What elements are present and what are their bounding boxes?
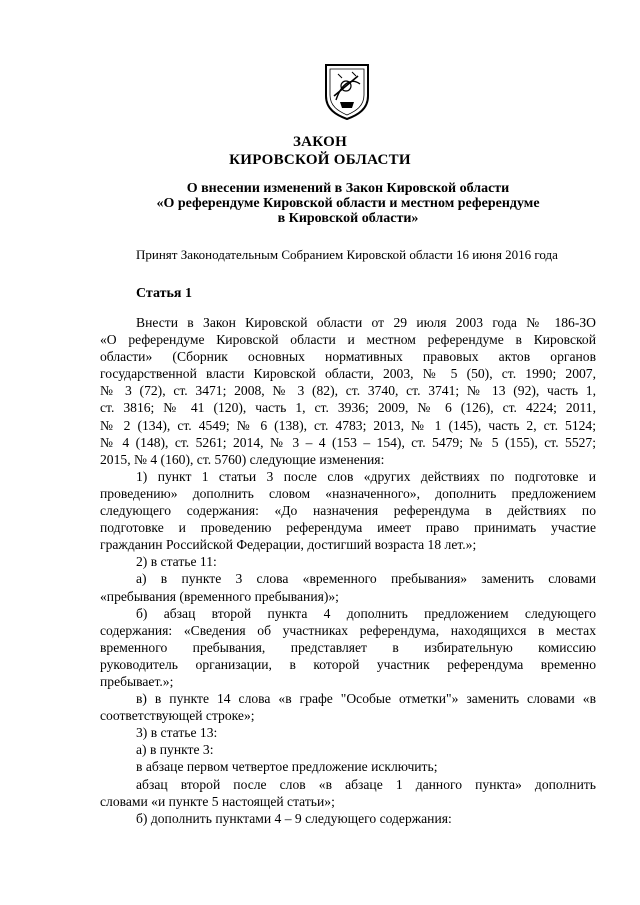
body-line: словами «и пункте 5 настоящей статьи»;	[100, 793, 335, 809]
body-line: пребывает.»;	[100, 673, 174, 689]
subtitle-line: в Кировской области»	[277, 211, 419, 226]
body-line: № 3 (72), ст. 3471; 2008, № 3 (82), ст. 3740, ст. 3741; № 13 (92), часть 1,	[100, 383, 596, 399]
body-line: временного пребывания, представляет в избирательную комиссию	[100, 639, 596, 655]
body-line: ст. 3816; № 41 (120), часть 1, ст. 3936; 2009, № 6 (126), ст. 4224; 2011,	[100, 400, 596, 416]
body-line: б) дополнить пунктами 4 – 9 следующего содержания:	[136, 810, 452, 826]
body-line: а) в пункте 3 слова «временного пребывания» заменить словами	[136, 571, 596, 587]
body-line: подготовке и проведению референдума имеет право принимать участие	[100, 520, 596, 536]
law-title: ЗАКОН	[292, 134, 348, 150]
subtitle-line: «О референдуме Кировской области и местном референдуме	[156, 196, 540, 211]
body-line: 1) пункт 1 статьи 3 после слов «других действиях по подготовке и	[136, 468, 596, 484]
article-heading: Статья 1	[136, 286, 192, 301]
coat-of-arms-icon	[322, 62, 372, 120]
body-line: проведению» дополнить словом «назначенного», дополнить предложением	[100, 485, 596, 501]
body-line: Внести в Закон Кировской области от 29 июля 2003 года № 186-ЗО	[136, 315, 596, 330]
adoption-note: Принят Законодательным Собранием Кировской области 16 июня 2016 года	[136, 247, 558, 262]
body-line: государственной власти Кировской области, 2003, № 5 (50), ст. 1990; 2007,	[100, 366, 596, 382]
body-line: 2) в статье 11:	[136, 554, 217, 570]
body-line: содержания: «Сведения об участниках референдума, находящихся в местах	[100, 622, 596, 638]
law-subtitle	[0, 181, 640, 226]
body-line: абзац второй после слов «в абзаце 1 данного пункта» дополнить	[136, 776, 596, 792]
body-line: соответствующей строке»;	[100, 708, 255, 724]
body-line: руководитель организации, в которой участник референдума временно	[100, 656, 596, 672]
body-line: № 4 (148), ст. 5261; 2014, № 3 – 4 (153 – 154), ст. 5479; № 5 (155), ст. 5527;	[100, 434, 596, 450]
body-line: следующего содержания: «До назначения референдума в действиях по	[100, 503, 596, 519]
law-region-title: КИРОВСКОЙ ОБЛАСТИ	[229, 152, 411, 168]
body-line: б) абзац второй пункта 4 дополнить предложением следующего	[136, 605, 596, 621]
body-line: «О референдуме Кировской области и местном референдуме в Кировской	[100, 332, 596, 348]
body-line: в) в пункте 14 слова «в графе "Особые отметки"» заменить словами «в	[136, 691, 596, 707]
body-line: а) в пункте 3:	[136, 742, 214, 758]
body-line: «пребывания (временного пребывания)»;	[100, 588, 339, 604]
subtitle-line: О внесении изменений в Закон Кировской области	[186, 181, 510, 196]
body-line: в абзаце первом четвертое предложение исключить;	[136, 759, 438, 775]
body-line: гражданин Российской Федерации, достигший возраста 18 лет.»;	[100, 537, 477, 553]
body-line: 3) в статье 13:	[136, 725, 218, 741]
body-line: № 2 (134), ст. 4549; № 6 (138), ст. 4783; 2013, № 1 (145), часть 2, ст. 5124;	[100, 417, 596, 433]
body-line: 2015, № 4 (160), ст. 5760) следующие изменения:	[100, 451, 385, 467]
article-body	[100, 314, 596, 827]
body-line: области» (Сборник основных нормативных правовых актов органов	[100, 349, 596, 365]
